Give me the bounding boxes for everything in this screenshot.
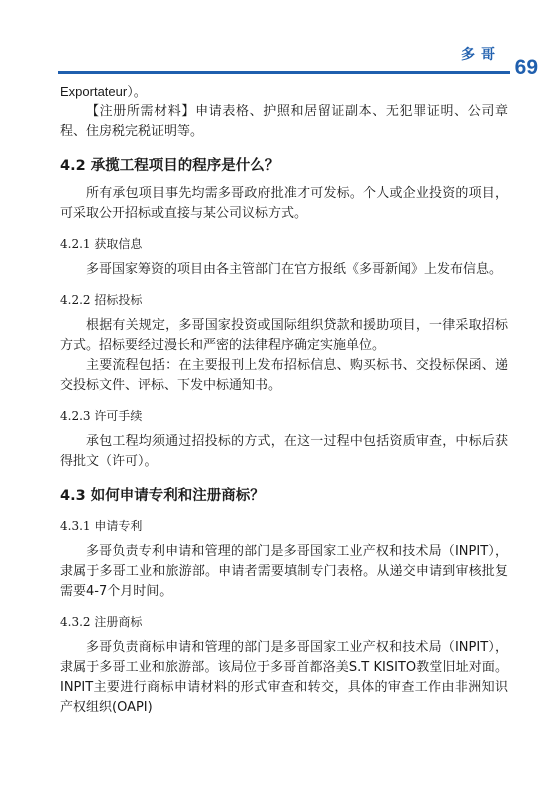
intro-materials: 【注册所需材料】申请表格、护照和居留证副本、无犯罪证明、公司章程、住房税完税证明等。 xyxy=(60,104,508,139)
section-4-2-3-paragraph: 承包工程均须通过招投标的方式，在这一过程中包括资质审查，中标后获得批文（许可）。 xyxy=(60,434,508,469)
running-header-country: 多哥 xyxy=(461,47,501,63)
section-4-3-1-heading: 4.3.1 申请专利 xyxy=(60,519,143,533)
section-4-3-heading: 4.3 如何申请专利和注册商标？ xyxy=(60,488,265,504)
section-4-2-paragraph: 所有承包项目事先均需多哥政府批准才可发标。个人或企业投资的项目，可采取公开招标或直接与某公司议标方式。 xyxy=(60,186,508,221)
page-number: 69 xyxy=(514,56,538,79)
section-4-2-3-heading: 4.2.3 许可手续 xyxy=(60,409,143,423)
section-4-2-1-heading: 4.2.1 获取信息 xyxy=(60,237,143,251)
section-4-3-1-paragraph: 多哥负责专利申请和管理的部门是多哥国家工业产权和技术局（INPIT），隶属于多哥工业和旅游部。申请者需要填制专门表格。从递交申请到审核批复需要4-7个月时间。 xyxy=(60,544,508,599)
section-4-2-heading: 4.2 承揽工程项目的程序是什么？ xyxy=(60,158,280,174)
header-rule xyxy=(58,71,510,74)
section-4-3-2-paragraph: 多哥负责商标申请和管理的部门是多哥国家工业产权和技术局（INPIT），隶属于多哥工业和旅游部。该局位于多哥首都洛美S.T KISITO教堂旧址对面。INPIT主要进行商标申请材料的形式审查和转交，具体的审查工作由非洲知识产权组织(OAPI) xyxy=(60,640,508,715)
intro-line: Exportateur）。 xyxy=(60,84,147,99)
section-4-3-2-heading: 4.3.2 注册商标 xyxy=(60,615,143,629)
section-4-2-2-heading: 4.2.2 招标投标 xyxy=(60,293,143,307)
page-content xyxy=(60,82,508,718)
section-4-2-2-paragraph-2: 主要流程包括：在主要报刊上发布招标信息、购买标书、交投标保函、递交投标文件、评标、下发中标通知书。 xyxy=(60,358,508,393)
section-4-2-2-paragraph-1: 根据有关规定，多哥国家投资或国际组织贷款和援助项目，一律采取招标方式。招标要经过漫长和严密的法律程序确定实施单位。 xyxy=(60,318,508,353)
section-4-2-1-paragraph: 多哥国家筹资的项目由各主管部门在官方报纸《多哥新闻》上发布信息。 xyxy=(86,262,503,277)
